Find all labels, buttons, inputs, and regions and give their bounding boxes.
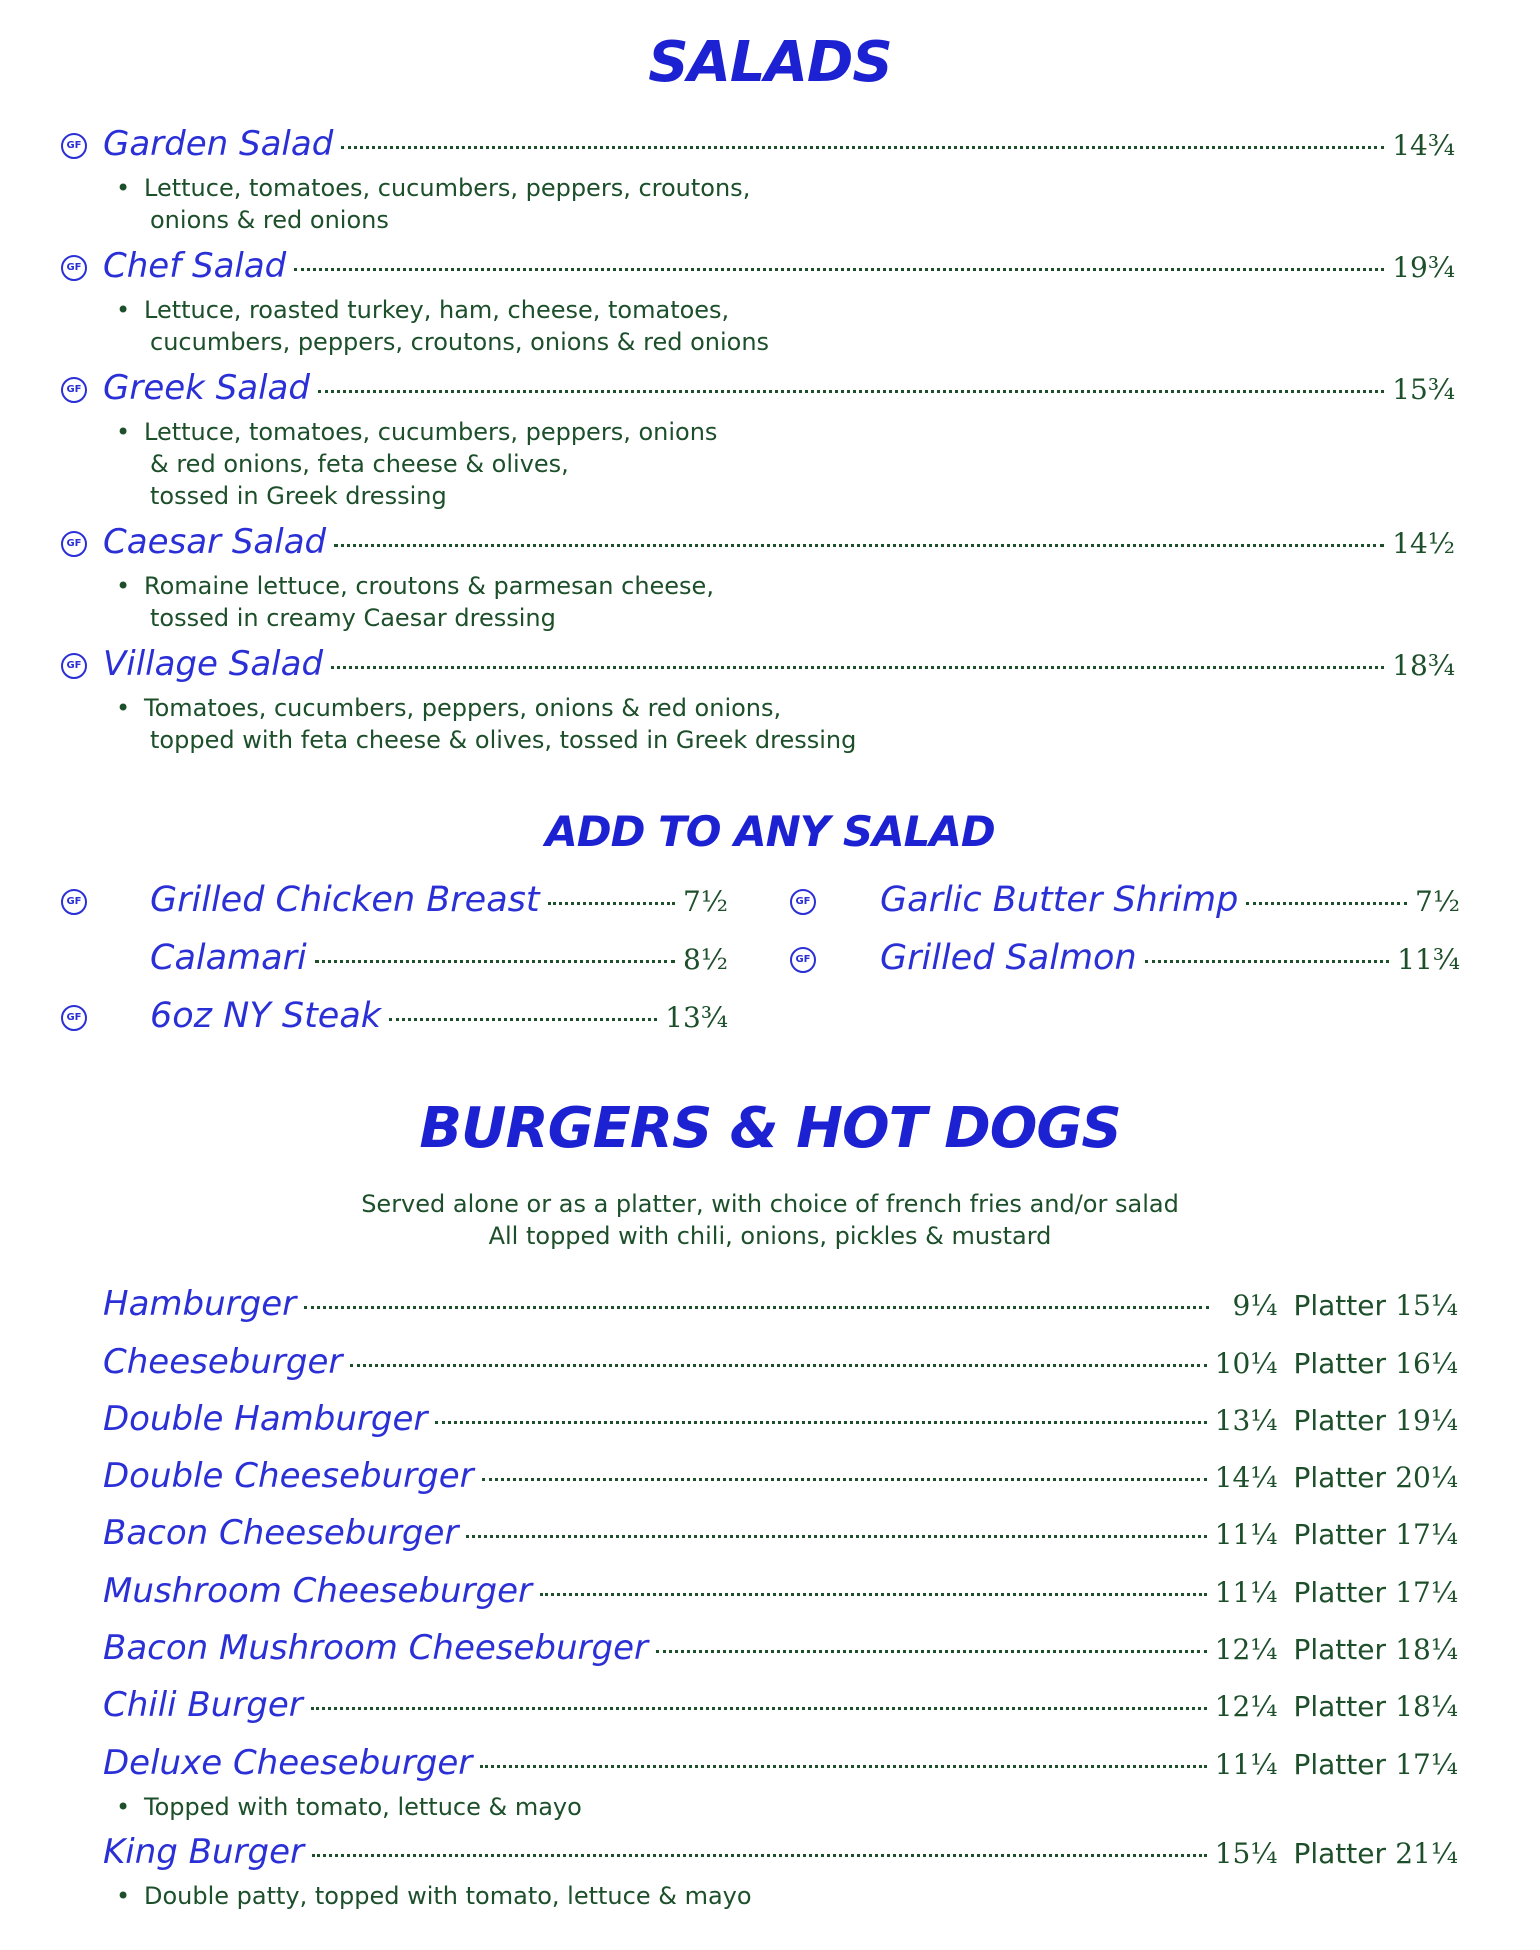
burger-item-bacon-cheeseburger: [103, 1513, 1458, 1553]
item-price: 14½: [1392, 527, 1455, 560]
item-price: 13¼: [1214, 1404, 1278, 1437]
burger-item-deluxe-cheeseburger: [103, 1743, 1458, 1783]
gluten-free-icon: GF: [61, 531, 87, 557]
bullet: •: [116, 418, 131, 446]
item-name: King Burger: [103, 1832, 305, 1872]
dot-leader: [466, 1535, 1206, 1538]
dot-leader: [1246, 902, 1407, 905]
item-name: Bacon Mushroom Cheeseburger: [103, 1628, 649, 1668]
platter-price: 17¼: [1395, 1576, 1458, 1609]
item-price: 12¼: [1214, 1690, 1278, 1723]
item-name: Cheeseburger: [103, 1342, 343, 1382]
item-price: 7½: [683, 885, 728, 918]
item-name: Chef Salad: [103, 246, 287, 286]
item-name: Calamari: [150, 938, 307, 978]
dot-leader: [311, 1707, 1207, 1710]
item-name: Chili Burger: [103, 1685, 303, 1725]
dot-leader: [294, 268, 1384, 271]
bullet: •: [116, 1882, 131, 1910]
item-price: 9¼: [1232, 1289, 1278, 1322]
bullet: •: [116, 1793, 131, 1821]
burger-item-mushroom-cheeseburger: [103, 1571, 1458, 1611]
item-name: Deluxe Cheeseburger: [103, 1743, 473, 1783]
dot-leader: [312, 1854, 1207, 1857]
platter-label: Platter: [1293, 1690, 1386, 1723]
menu-item-garden-salad: [103, 124, 1455, 164]
item-name: Double Cheeseburger: [103, 1456, 474, 1496]
platter-price: 21¼: [1395, 1837, 1458, 1870]
dot-leader: [548, 902, 675, 905]
add-ons-title: ADD TO ANY SALAD: [545, 807, 995, 856]
platter-price: 17¼: [1395, 1748, 1458, 1781]
item-name: Mushroom Cheeseburger: [103, 1571, 533, 1611]
dot-leader: [334, 544, 1384, 547]
dot-leader: [482, 1478, 1207, 1481]
add-on-calamari: [150, 938, 728, 978]
item-description: • Tomatoes, cucumbers, peppers, onions & red onions, topped with feta cheese & olives, tossed in Greek dressing: [116, 694, 857, 754]
item-price: 18¾: [1392, 649, 1455, 682]
item-price: 11¾: [1397, 943, 1460, 976]
gluten-free-icon: GF: [61, 889, 87, 915]
item-price: 11¼: [1214, 1518, 1278, 1551]
item-name: Double Hamburger: [103, 1399, 428, 1439]
platter-price: 19¼: [1395, 1404, 1458, 1437]
item-price: 11¼: [1214, 1576, 1278, 1609]
add-on-grilled-salmon: [880, 938, 1460, 978]
burger-item-double-cheeseburger: [103, 1456, 1458, 1496]
gluten-free-icon: GF: [61, 255, 87, 281]
item-name: 6oz NY Steak: [150, 996, 382, 1036]
burgers-subtitle: Served alone or as a platter, with choice of french fries and/or salad: [361, 1190, 1179, 1218]
item-price: 19¾: [1392, 251, 1455, 284]
gluten-free-icon: GF: [61, 133, 87, 159]
description-text: Double patty, topped with tomato, lettuce & mayo: [144, 1882, 752, 1910]
gluten-free-icon: GF: [790, 947, 816, 973]
platter-price: 18¼: [1395, 1633, 1458, 1666]
dot-leader: [304, 1306, 1209, 1309]
bullet: •: [116, 174, 131, 202]
bullet: •: [116, 572, 131, 600]
burger-item-double-hamburger: [103, 1399, 1458, 1439]
dot-leader: [389, 1018, 657, 1021]
platter-label: Platter: [1293, 1837, 1386, 1870]
item-description: [116, 1791, 582, 1823]
dot-leader: [540, 1593, 1207, 1596]
item-name: Grilled Chicken Breast: [150, 880, 540, 920]
gluten-free-icon: GF: [61, 377, 87, 403]
item-price: 7½: [1415, 885, 1460, 918]
add-on-garlic-butter-shrimp: [880, 880, 1460, 920]
description-text: Topped with tomato, lettuce & mayo: [144, 1793, 582, 1821]
item-name: Garlic Butter Shrimp: [880, 880, 1239, 920]
item-price: 11¼: [1214, 1748, 1278, 1781]
burgers-subtitle-2: All topped with chili, onions, pickles & mustard: [488, 1222, 1052, 1250]
item-description: • Lettuce, tomatoes, cucumbers, peppers, onions & red onions, feta cheese & olives, tossed in Greek dressing: [116, 418, 718, 510]
add-on-grilled-chicken-breast: [150, 880, 728, 920]
dot-leader: [318, 390, 1384, 393]
item-name: Caesar Salad: [103, 522, 327, 562]
bullet: •: [116, 694, 131, 722]
item-price: 15¼: [1214, 1837, 1278, 1870]
item-name: Hamburger: [103, 1284, 297, 1324]
burger-item-hamburger: [103, 1284, 1458, 1324]
item-name: Grilled Salmon: [880, 938, 1137, 978]
salads-title: SALADS: [648, 30, 892, 95]
platter-label: Platter: [1293, 1518, 1386, 1551]
item-price: 14¾: [1392, 129, 1455, 162]
menu-item-village-salad: [103, 644, 1455, 684]
platter-label: Platter: [1293, 1461, 1386, 1494]
burgers-title: BURGERS & HOT DOGS: [419, 1096, 1121, 1161]
platter-label: Platter: [1293, 1748, 1386, 1781]
platter-price: 16¼: [1395, 1347, 1458, 1380]
burger-item-bacon-mushroom-cheeseburger: [103, 1628, 1458, 1668]
dot-leader: [480, 1765, 1206, 1768]
platter-label: Platter: [1293, 1633, 1386, 1666]
dot-leader: [656, 1650, 1207, 1653]
bullet: •: [116, 296, 131, 324]
gluten-free-icon: GF: [790, 889, 816, 915]
platter-label: Platter: [1293, 1404, 1386, 1437]
item-name: Garden Salad: [103, 124, 334, 164]
burger-item-chili-burger: [103, 1685, 1458, 1725]
dot-leader: [331, 666, 1384, 669]
gluten-free-icon: GF: [61, 653, 87, 679]
platter-price: 18¼: [1395, 1690, 1458, 1723]
dot-leader: [350, 1364, 1206, 1367]
item-price: 13¾: [665, 1001, 728, 1034]
item-name: Village Salad: [103, 644, 324, 684]
gluten-free-icon: GF: [61, 1005, 87, 1031]
dot-leader: [435, 1421, 1206, 1424]
menu-item-greek-salad: [103, 368, 1455, 408]
item-description: • Lettuce, tomatoes, cucumbers, peppers, croutons, onions & red onions: [116, 174, 751, 234]
burger-item-king-burger: [103, 1832, 1458, 1872]
item-price: 8½: [683, 943, 728, 976]
platter-price: 15¼: [1395, 1289, 1458, 1322]
add-on-6oz-ny-steak: [150, 996, 728, 1036]
dot-leader: [341, 146, 1384, 149]
item-name: Greek Salad: [103, 368, 310, 408]
item-price: 10¼: [1214, 1347, 1278, 1380]
item-description: [116, 1880, 752, 1912]
item-price: 12¼: [1214, 1633, 1278, 1666]
platter-price: 17¼: [1395, 1518, 1458, 1551]
item-description: • Lettuce, roasted turkey, ham, cheese, tomatoes, cucumbers, peppers, croutons, onions & red onions: [116, 296, 770, 356]
item-price: 14¼: [1214, 1461, 1278, 1494]
platter-label: Platter: [1293, 1289, 1386, 1322]
dot-leader: [1145, 960, 1390, 963]
item-price: 15¾: [1392, 373, 1455, 406]
platter-price: 20¼: [1395, 1461, 1458, 1494]
item-description: • Romaine lettuce, croutons & parmesan cheese, tossed in creamy Caesar dressing: [116, 572, 714, 632]
burger-item-cheeseburger: [103, 1342, 1458, 1382]
dot-leader: [315, 960, 675, 963]
platter-label: Platter: [1293, 1347, 1386, 1380]
menu-item-caesar-salad: [103, 522, 1455, 562]
platter-label: Platter: [1293, 1576, 1386, 1609]
menu-item-chef-salad: [103, 246, 1455, 286]
item-name: Bacon Cheeseburger: [103, 1513, 459, 1553]
